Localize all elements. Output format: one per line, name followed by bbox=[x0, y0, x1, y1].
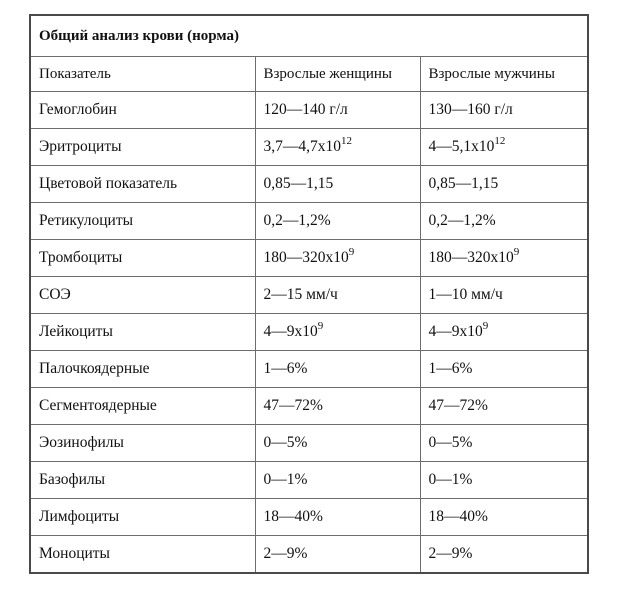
cell-women bbox=[255, 425, 420, 462]
cell-men-text: 130—160 г/л bbox=[428, 101, 513, 118]
cell-men-text: 0—1% bbox=[428, 471, 473, 488]
cell-women-text: 0,85—1,15 bbox=[263, 175, 334, 192]
cell-men bbox=[420, 499, 588, 536]
table-row bbox=[30, 462, 588, 499]
cell-women-text: 2—15 мм/ч bbox=[263, 286, 338, 303]
cell-indicator bbox=[30, 536, 255, 574]
cell-men bbox=[420, 314, 588, 351]
cell-women-text: 0,2—1,2% bbox=[263, 212, 331, 229]
cell-indicator bbox=[30, 351, 255, 388]
cell-women bbox=[255, 499, 420, 536]
cell-women bbox=[255, 277, 420, 314]
header-men: Взрослые мужчины bbox=[420, 57, 588, 92]
cell-indicator bbox=[30, 462, 255, 499]
cell-indicator-text: Палочкоядерные bbox=[39, 360, 150, 377]
cell-men-text: 1—6% bbox=[428, 360, 473, 377]
cell-women bbox=[255, 240, 420, 277]
table-row bbox=[30, 240, 588, 277]
cell-women-text: 47—72% bbox=[263, 397, 323, 414]
header-indicator: Показатель bbox=[30, 57, 255, 92]
cell-indicator-text: Эритроциты bbox=[39, 138, 122, 155]
cell-indicator bbox=[30, 166, 255, 203]
table-row bbox=[30, 499, 588, 536]
cell-indicator bbox=[30, 92, 255, 129]
cell-women-text: 0—1% bbox=[263, 471, 308, 488]
cell-women bbox=[255, 388, 420, 425]
cell-men-text: 0,2—1,2% bbox=[428, 212, 496, 229]
table-title: Общий анализ крови (норма) bbox=[30, 15, 588, 57]
cell-men-text: 4—5,1х10 bbox=[428, 138, 495, 155]
table-header-row bbox=[30, 57, 588, 92]
cell-women bbox=[255, 351, 420, 388]
cell-indicator-text: Эозинофилы bbox=[39, 434, 124, 451]
cell-indicator bbox=[30, 425, 255, 462]
cell-men bbox=[420, 240, 588, 277]
table-row bbox=[30, 277, 588, 314]
cell-women bbox=[255, 166, 420, 203]
cell-men bbox=[420, 536, 588, 574]
blood-test-table bbox=[29, 14, 589, 574]
cell-women-text: 4—9х10 bbox=[263, 323, 318, 340]
cell-men bbox=[420, 425, 588, 462]
cell-women-exponent: 9 bbox=[348, 246, 355, 258]
cell-women bbox=[255, 462, 420, 499]
cell-men-text: 0—5% bbox=[428, 434, 473, 451]
cell-indicator-text: Тромбоциты bbox=[39, 249, 123, 266]
cell-indicator bbox=[30, 129, 255, 166]
cell-men-exponent: 9 bbox=[482, 320, 489, 332]
cell-women-exponent: 12 bbox=[341, 135, 352, 147]
cell-women bbox=[255, 129, 420, 166]
cell-men-text: 180—320х10 bbox=[428, 249, 514, 266]
cropped-text-above bbox=[0, 0, 620, 6]
cell-indicator-text: Гемоглобин bbox=[39, 101, 117, 118]
cell-women bbox=[255, 203, 420, 240]
cell-indicator bbox=[30, 240, 255, 277]
cell-men-exponent: 9 bbox=[513, 246, 520, 258]
cell-indicator-text: Цветовой показатель bbox=[39, 175, 178, 192]
table-row bbox=[30, 351, 588, 388]
table-row bbox=[30, 314, 588, 351]
cell-men-text: 18—40% bbox=[428, 508, 488, 525]
table-row bbox=[30, 92, 588, 129]
cell-men bbox=[420, 92, 588, 129]
cell-indicator-text: Ретикулоциты bbox=[39, 212, 134, 229]
cell-women-text: 3,7—4,7х10 bbox=[263, 138, 341, 155]
cell-women-text: 1—6% bbox=[263, 360, 308, 377]
cell-men bbox=[420, 166, 588, 203]
cell-indicator-text: Лимфоциты bbox=[39, 508, 120, 525]
cell-women bbox=[255, 536, 420, 574]
cell-women-text: 18—40% bbox=[263, 508, 323, 525]
cell-men bbox=[420, 462, 588, 499]
cell-men bbox=[420, 388, 588, 425]
table-row bbox=[30, 203, 588, 240]
cell-indicator-text: Базофилы bbox=[39, 471, 106, 488]
cell-indicator bbox=[30, 388, 255, 425]
cell-women-text: 180—320х10 bbox=[263, 249, 349, 266]
cell-men-text: 1—10 мм/ч bbox=[428, 286, 503, 303]
cell-men bbox=[420, 351, 588, 388]
table-row bbox=[30, 425, 588, 462]
cell-indicator bbox=[30, 314, 255, 351]
cell-indicator bbox=[30, 203, 255, 240]
cell-women bbox=[255, 92, 420, 129]
cell-men-text: 2—9% bbox=[428, 545, 473, 562]
cell-indicator-text: Моноциты bbox=[39, 545, 110, 562]
cell-indicator bbox=[30, 277, 255, 314]
table-row bbox=[30, 388, 588, 425]
header-women: Взрослые женщины bbox=[255, 57, 420, 92]
cell-indicator-text: Сегментоядерные bbox=[39, 397, 157, 414]
table-row bbox=[30, 166, 588, 203]
cell-women-text: 120—140 г/л bbox=[263, 101, 348, 118]
cell-indicator-text: Лейкоциты bbox=[39, 323, 113, 340]
table-title-row bbox=[30, 15, 588, 57]
table-row bbox=[30, 129, 588, 166]
cell-indicator-text: СОЭ bbox=[39, 286, 71, 303]
cell-women-text: 0—5% bbox=[263, 434, 308, 451]
cell-men-text: 0,85—1,15 bbox=[428, 175, 499, 192]
cell-men bbox=[420, 203, 588, 240]
cell-women-text: 2—9% bbox=[263, 545, 308, 562]
cell-indicator bbox=[30, 499, 255, 536]
cell-men-text: 47—72% bbox=[428, 397, 488, 414]
cell-men bbox=[420, 277, 588, 314]
cell-men bbox=[420, 129, 588, 166]
table-row bbox=[30, 536, 588, 574]
cell-men-exponent: 12 bbox=[494, 135, 506, 147]
cell-women-exponent: 9 bbox=[317, 320, 324, 332]
cell-men-text: 4—9х10 bbox=[428, 323, 483, 340]
cell-women bbox=[255, 314, 420, 351]
